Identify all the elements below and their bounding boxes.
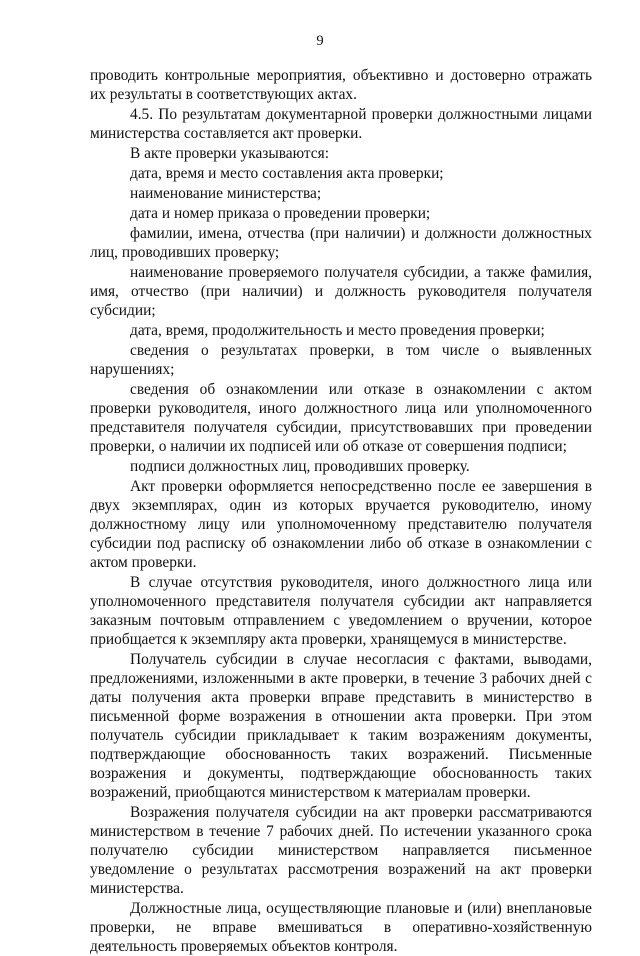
paragraph-absence-case: В случае отсутствия руководителя, иного должностного лица или уполномоченного представителя получателя субсидии акт направляется заказным почтовым отправлением с уведомлением о вручении, которое приобщается к экземпляру акта проверки, хранящемуся в министерстве.	[90, 574, 592, 648]
list-item-order-date-number: дата и номер приказа о проведении проверки;	[130, 205, 431, 222]
paragraph-objections: Получатель субсидии в случае несогласия с фактами, выводами, предложениями, изложенными в акте проверки, в течение 3 рабочих дней с даты получения акта проверки вправе представить в министерство в письменной форме возражения в отношении акта проверки. При этом получатель субсидии прикладывает к таким возражениям документы, подтверждающие обоснованность таких возражений. Письменные возражения и документы, подтверждающие обоснованность таких возражений, приобщаются министерством к материалам проверки.	[90, 651, 592, 801]
paragraph-objections-review: Возражения получателя субсидии на акт проверки рассматриваются министерством в течение 7 рабочих дней. По истечении указанного срока получателю субсидии министерством направляется письменное уведомление о результатах рассмотрения возражений на акт проверки министерства.	[90, 804, 592, 897]
list-item-results: сведения о результатах проверки, в том числе о выявленных нарушениях;	[90, 342, 592, 378]
page-number: 9	[316, 33, 324, 49]
list-item-date-place: дата, время и место составления акта проверки;	[130, 165, 444, 182]
paragraph-officials-restriction: Должностные лица, осуществляющие плановые и (или) внеплановые проверки, не вправе вмешиваться в оперативно-хозяйственную деятельность проверяемых объектов контроля.	[90, 900, 592, 955]
paragraph-act-contents-intro: В акте проверки указываются:	[130, 145, 329, 162]
list-item-duration-place: дата, время, продолжительность и место проведения проверки;	[130, 322, 545, 339]
paragraph-act-execution: Акт проверки оформляется непосредственно после ее завершения в двух экземплярах, один из которых вручается руководителю, иному должностному лицу или уполномоченному представителю получателя субсидии под расписку об ознакомлении либо об отказе в ознакомлении с актом проверки.	[90, 478, 592, 571]
list-item-signatures: подписи должностных лиц, проводивших проверку.	[130, 458, 470, 475]
list-item-inspectors: фамилии, имена, отчества (при наличии) и должности должностных лиц, проводивших проверку;	[90, 225, 592, 261]
paragraph-continuation: проводить контрольные мероприятия, объективно и достоверно отражать их результаты в соответствующих актах.	[90, 67, 592, 103]
list-item-acquaintance: сведения об ознакомлении или отказе в ознакомлении с актом проверки руководителя, иного должностного лица или уполномоченного представителя получателя субсидии, присутствовавших при проведении проверки, о наличии их подписей или об отказе от совершения подписи;	[90, 381, 592, 455]
paragraph-4-5: 4.5. По результатам документарной проверки должностными лицами министерства составляется акт проверки.	[90, 106, 592, 142]
list-item-ministry-name: наименование министерства;	[130, 185, 322, 202]
list-item-recipient-name: наименование проверяемого получателя субсидии, а также фамилия, имя, отчество (при наличии) и должность руководителя получателя субсидии;	[90, 264, 592, 319]
document-body	[90, 66, 592, 956]
